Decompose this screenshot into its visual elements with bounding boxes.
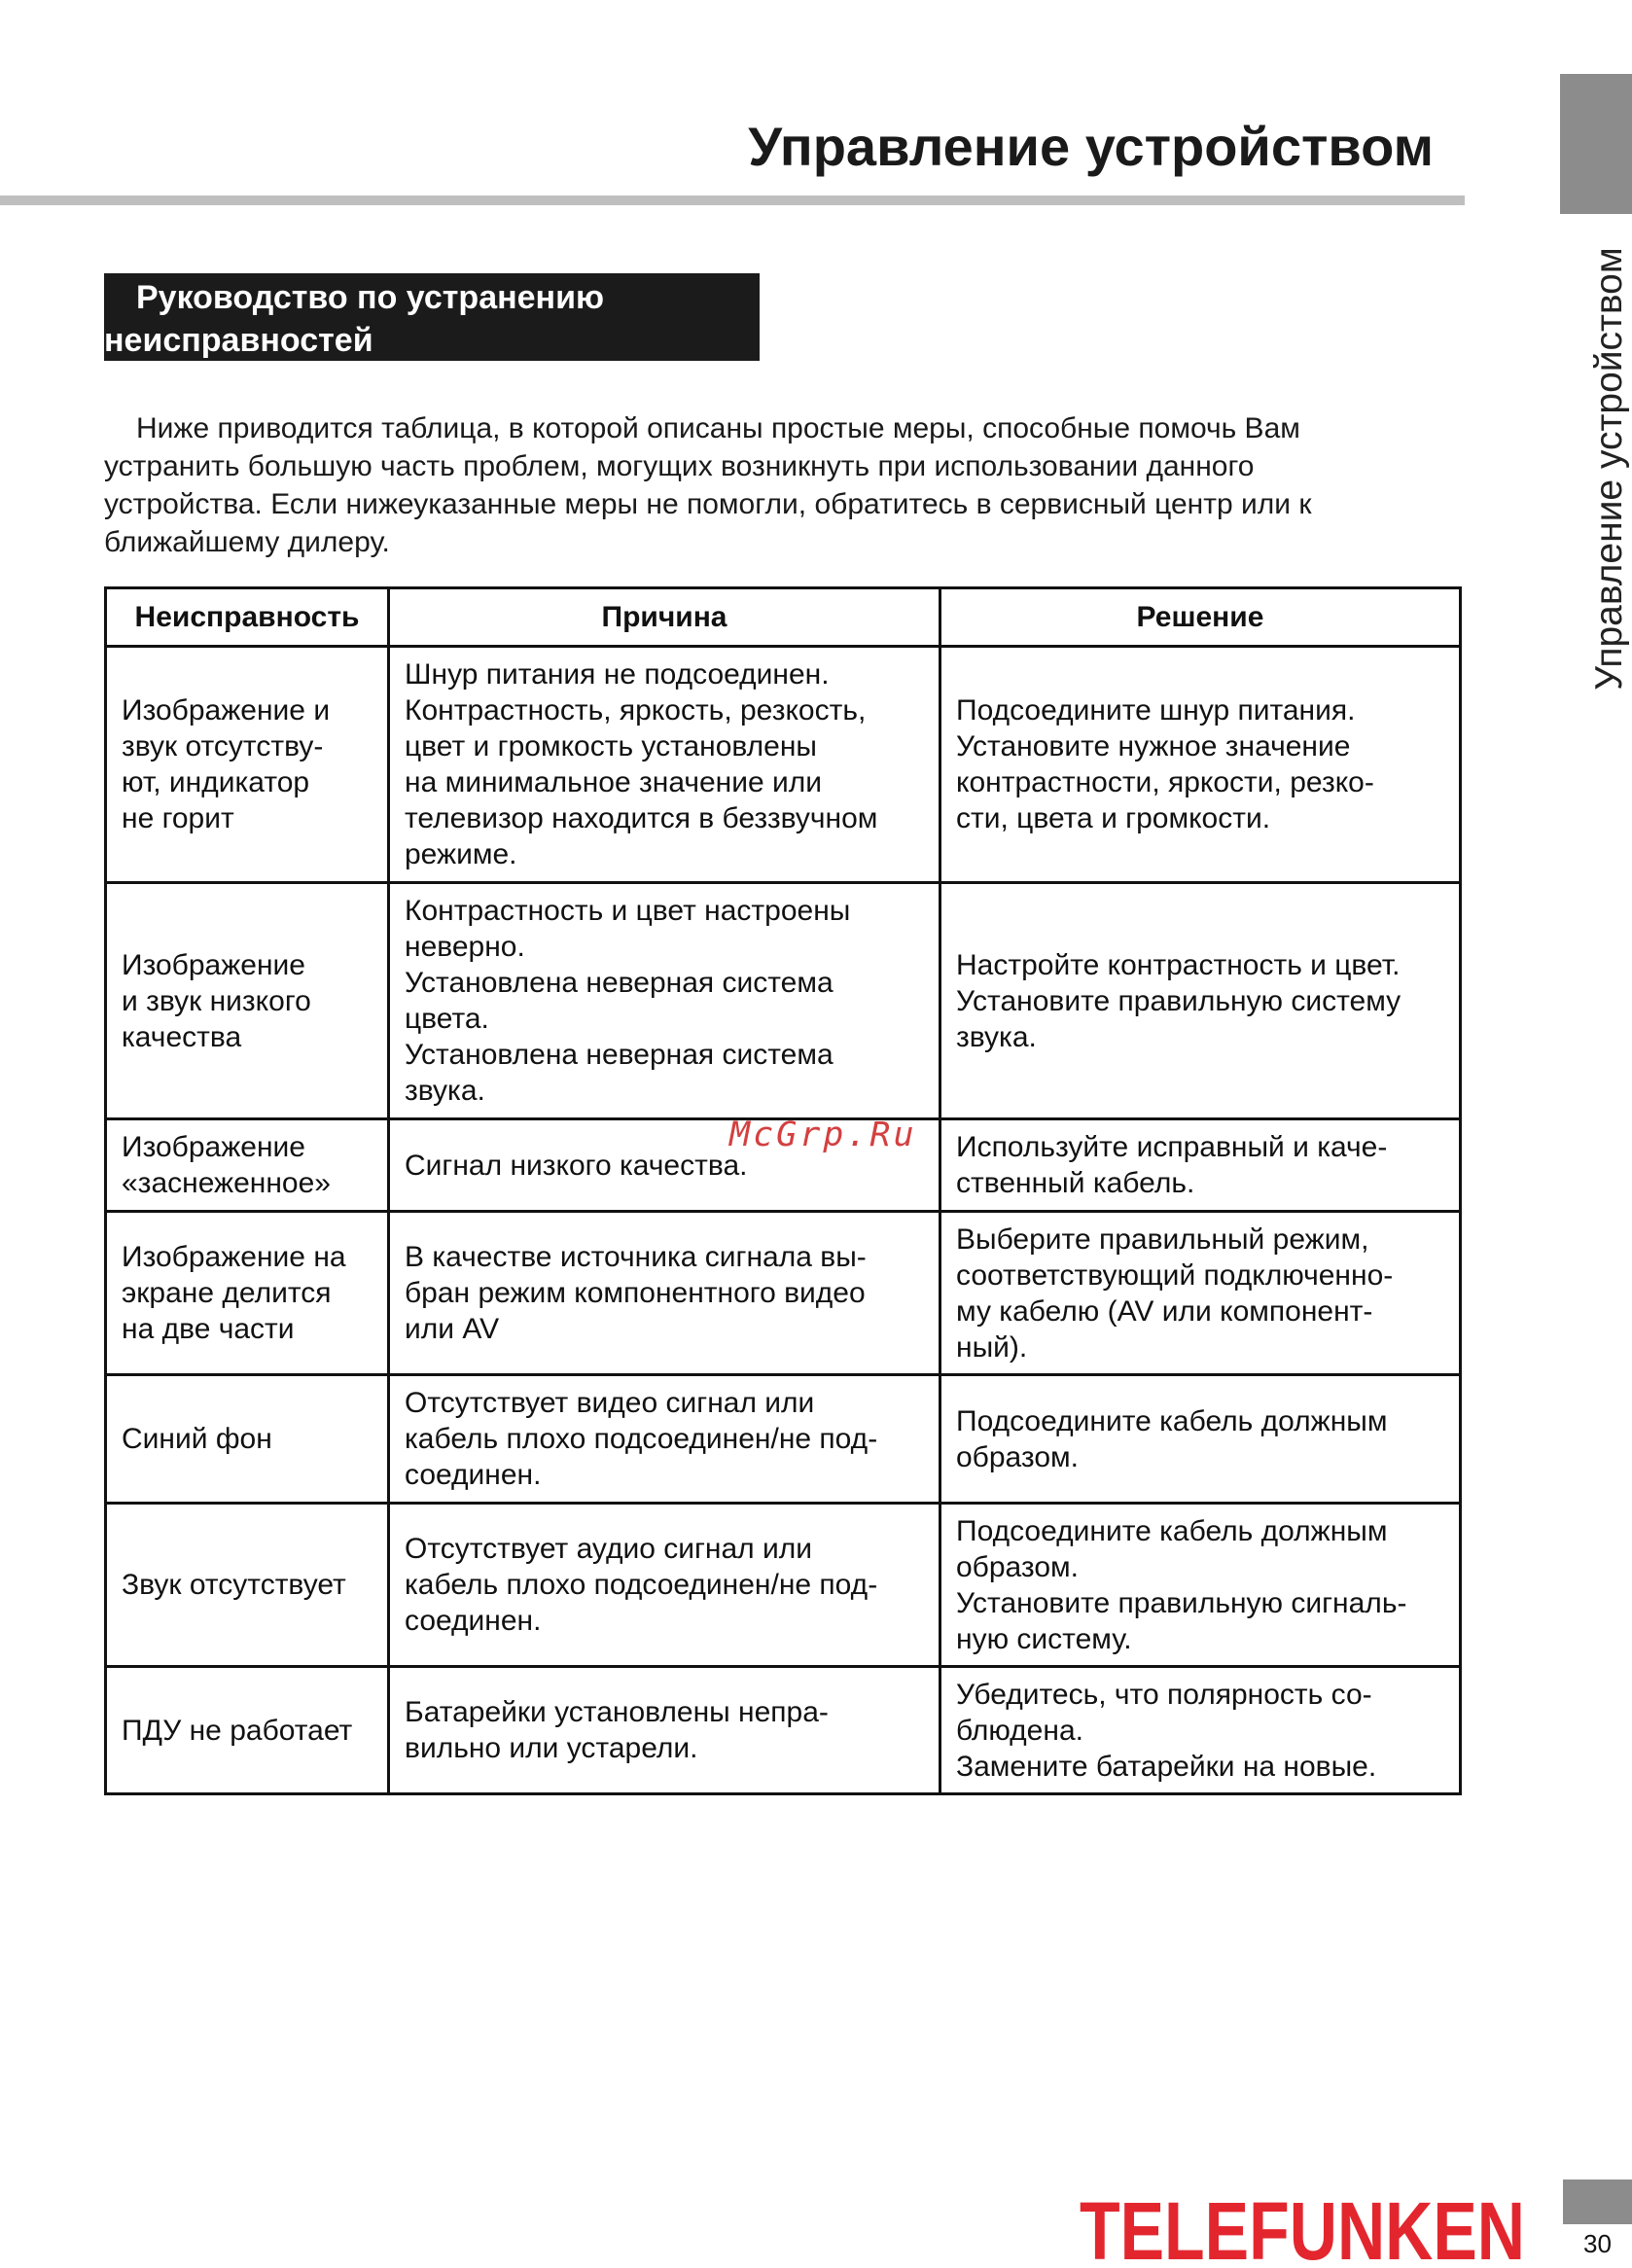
cell-line: Установлена неверная система: [405, 967, 834, 999]
cell-line: звук отсутству-: [122, 730, 324, 762]
cell-line: му кабелю (AV или компонент-: [956, 1294, 1373, 1328]
cell-line: бран режим компонентного видео: [405, 1277, 866, 1309]
cell-line: Контрастность, яркость, резкость,: [405, 694, 867, 726]
problem-cell: [106, 1375, 389, 1504]
side-section-label: [1584, 236, 1632, 701]
cell-line: Изображение: [122, 948, 305, 981]
intro-line: устранить большую часть проблем, могущих возникнуть при использовании данного: [104, 450, 1255, 482]
page-title: Управление устройством: [748, 116, 1434, 177]
cell-line: Установите правильную систему: [956, 984, 1401, 1017]
intro-line: ближайшему дилеру.: [104, 526, 390, 558]
cell-line: «заснеженное»: [122, 1167, 331, 1199]
cell-line: Синий фон: [122, 1423, 272, 1455]
cell-line: Убедитесь, что полярность со-: [956, 1678, 1372, 1711]
cell-line: Изображение: [122, 1131, 305, 1163]
troubleshooting-table: [104, 586, 1462, 1795]
cell-line: Установлена неверная система: [405, 1039, 834, 1071]
cell-line: неверно.: [405, 931, 525, 963]
header-problem: Неисправность: [106, 588, 389, 647]
cell-line: кабель плохо подсоединен/не под-: [405, 1423, 878, 1455]
cell-line: звука.: [956, 1020, 1037, 1053]
cell-line: ный).: [956, 1330, 1028, 1364]
solution-cell: [940, 1504, 1461, 1667]
header-solution: Решение: [940, 588, 1461, 647]
cell-line: Настройте контрастность и цвет.: [956, 948, 1401, 981]
table-row: [106, 1375, 1461, 1504]
problem-cell: [106, 1667, 389, 1794]
cell-line: соединен.: [405, 1605, 542, 1637]
table-row: [106, 1667, 1461, 1794]
side-section-label-text: Управление устройством: [1588, 247, 1630, 691]
cell-line: телевизор находится в беззвучном: [405, 802, 878, 834]
cell-line: соответствующий подключенно-: [956, 1258, 1394, 1292]
cell-line: Подсоедините кабель должным: [956, 1514, 1388, 1547]
intro-paragraph: [104, 409, 1466, 561]
problem-cell: [106, 883, 389, 1119]
cell-line: на минимальное значение или: [405, 766, 823, 798]
watermark: McGrp.Ru: [729, 1116, 917, 1154]
solution-cell: [940, 883, 1461, 1119]
cell-line: Замените батарейки на новые.: [956, 1750, 1377, 1783]
cell-line: не горит: [122, 802, 234, 834]
cause-cell: [389, 1504, 940, 1667]
cell-line: Используйте исправный и каче-: [956, 1131, 1388, 1163]
cell-line: Выберите правильный режим,: [956, 1223, 1369, 1256]
cell-line: образом.: [956, 1550, 1079, 1583]
problem-cell: [106, 1504, 389, 1667]
cell-line: Подсоедините кабель должным: [956, 1404, 1388, 1437]
cell-line: сти, цвета и громкости.: [956, 802, 1271, 834]
cell-line: режиме.: [405, 838, 517, 870]
section-heading-line1: Руководство по устранению: [136, 279, 605, 316]
cell-line: цвет и громкость установлены: [405, 730, 817, 762]
cell-line: Батарейки установлены непра-: [405, 1696, 829, 1728]
cell-line: Звук отсутствует: [122, 1569, 346, 1601]
cell-line: экране делится: [122, 1277, 332, 1309]
cause-cell: [389, 883, 940, 1119]
cell-line: В качестве источника сигнала вы-: [405, 1241, 867, 1273]
table-row: [106, 883, 1461, 1119]
cause-cell: [389, 1212, 940, 1375]
cell-line: Изображение на: [122, 1241, 346, 1273]
section-heading: [104, 273, 760, 361]
section-heading-line2: неисправностей: [104, 322, 373, 359]
cell-line: Установите правильную сигналь-: [956, 1586, 1407, 1619]
page-number: 30: [1583, 2229, 1612, 2258]
cell-line: Подсоедините шнур питания.: [956, 694, 1356, 726]
cell-line: Отсутствует видео сигнал или: [405, 1387, 815, 1419]
cell-line: и звук низкого: [122, 984, 311, 1017]
cell-line: блюдена.: [956, 1714, 1083, 1747]
solution-cell: [940, 1212, 1461, 1375]
cause-cell: [389, 647, 940, 883]
page-number-marker: [1563, 2179, 1632, 2224]
cell-line: ют, индикатор: [122, 766, 310, 798]
intro-line: Ниже приводится таблица, в которой описаны простые меры, способные помочь Вам: [136, 412, 1300, 444]
side-tab-marker: [1560, 74, 1632, 214]
cell-line: образом.: [956, 1440, 1079, 1473]
cell-line: Установите нужное значение: [956, 730, 1351, 762]
cell-line: Сигнал низкого качества.: [405, 1149, 748, 1182]
cell-line: кабель плохо подсоединен/не под-: [405, 1569, 878, 1601]
telefunken-logo: [1078, 2191, 1527, 2267]
cell-line: Изображение и: [122, 694, 331, 726]
cell-line: Отсутствует аудио сигнал или: [405, 1533, 813, 1565]
problem-cell: [106, 1119, 389, 1212]
cell-line: соединен.: [405, 1459, 542, 1491]
cause-cell: [389, 1375, 940, 1504]
cell-line: качества: [122, 1020, 242, 1053]
cell-line: ную систему.: [956, 1622, 1132, 1655]
cell-line: ПДУ не работает: [122, 1714, 353, 1747]
problem-cell: [106, 647, 389, 883]
cell-line: вильно или устарели.: [405, 1732, 698, 1764]
cell-line: цвета.: [405, 1003, 489, 1035]
solution-cell: [940, 647, 1461, 883]
cell-line: или AV: [405, 1313, 500, 1345]
cause-cell: [389, 1667, 940, 1794]
table-row: [106, 1212, 1461, 1375]
header-cause: Причина: [389, 588, 940, 647]
cell-line: контрастности, яркости, резко-: [956, 766, 1374, 798]
cell-line: Контрастность и цвет настроены: [405, 895, 851, 927]
solution-cell: [940, 1667, 1461, 1794]
table-row: [106, 647, 1461, 883]
cell-line: ственный кабель.: [956, 1167, 1195, 1199]
table-body: [106, 647, 1461, 1794]
telefunken-logo-text: TELEFUNKEN: [1080, 2191, 1525, 2267]
title-divider: [0, 195, 1465, 205]
solution-cell: [940, 1375, 1461, 1504]
table-row: [106, 1504, 1461, 1667]
cell-line: звука.: [405, 1075, 485, 1107]
solution-cell: [940, 1119, 1461, 1212]
cell-line: Шнур питания не подсоединен.: [405, 658, 830, 691]
cell-line: на две части: [122, 1313, 295, 1345]
intro-line: устройства. Если нижеуказанные меры не помогли, обратитесь в сервисный центр или к: [104, 488, 1312, 520]
table-header-row: [106, 588, 1461, 647]
problem-cell: [106, 1212, 389, 1375]
